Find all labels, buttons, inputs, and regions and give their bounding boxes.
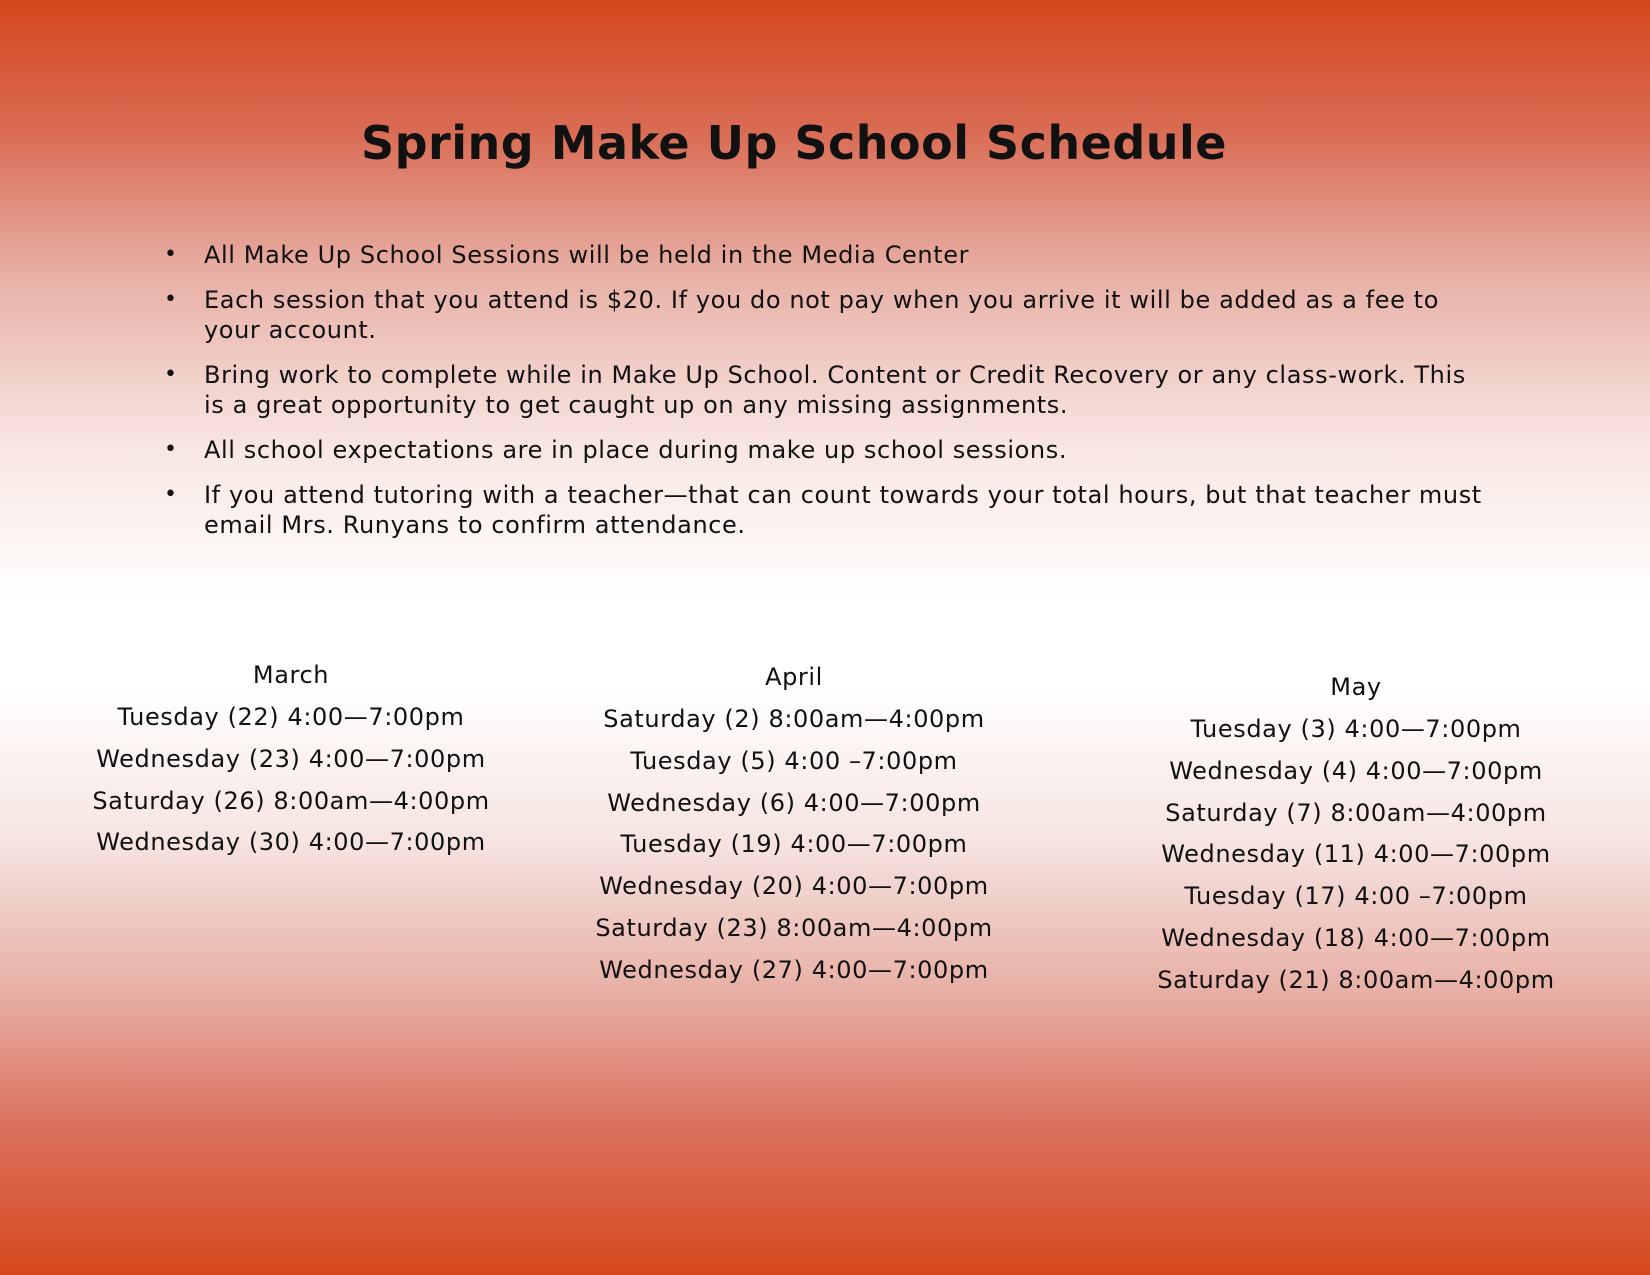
session-entry: Tuesday (22) 4:00—7:00pm bbox=[117, 703, 465, 731]
session-entry: Saturday (26) 8:00am—4:00pm bbox=[92, 786, 490, 815]
session-entry: Wednesday (11) 4:00—7:00pm bbox=[1161, 840, 1551, 869]
session-entry: Wednesday (27) 4:00—7:00pm bbox=[599, 955, 989, 984]
note-text: If you attend tutoring with a teacher—that can count towards your total hours, but that teacher must email Mrs. Runyans to confirm attendance. bbox=[204, 481, 1482, 539]
session-entry: Wednesday (18) 4:00—7:00pm bbox=[1161, 923, 1551, 952]
session-entry: Saturday (23) 8:00am—4:00pm bbox=[595, 913, 993, 942]
month-heading: May bbox=[1330, 673, 1382, 701]
session-entry: Wednesday (20) 4:00—7:00pm bbox=[599, 872, 989, 901]
note-text: Each session that you attend is $20. If you do not pay when you arrive it will be added as a fee to your account. bbox=[204, 286, 1439, 344]
session-entry: Tuesday (19) 4:00—7:00pm bbox=[620, 830, 968, 859]
note-item bbox=[160, 435, 1490, 465]
session-entry: Wednesday (23) 4:00—7:00pm bbox=[96, 744, 486, 773]
month-column-may bbox=[1096, 672, 1616, 1007]
session-entry: Wednesday (6) 4:00—7:00pm bbox=[607, 788, 981, 817]
bullet-icon: • bbox=[164, 287, 178, 312]
session-entry: Wednesday (4) 4:00—7:00pm bbox=[1169, 756, 1543, 785]
note-text: All Make Up School Sessions will be held in the Media Center bbox=[204, 241, 970, 269]
notes-list bbox=[160, 240, 1490, 555]
month-heading: March bbox=[252, 661, 330, 689]
note-text: All school expectations are in place during make up school sessions. bbox=[204, 436, 1068, 464]
session-entry: Saturday (7) 8:00am—4:00pm bbox=[1165, 798, 1547, 827]
note-item bbox=[160, 285, 1490, 345]
month-heading: April bbox=[765, 663, 823, 691]
bullet-icon: • bbox=[164, 242, 178, 267]
bullet-icon: • bbox=[164, 482, 178, 507]
note-text: Bring work to complete while in Make Up School. Content or Credit Recovery or any class-work. This is a great opportunity to get caught up on any missing assignments. bbox=[204, 361, 1466, 419]
bullet-icon: • bbox=[164, 362, 178, 387]
session-entry: Tuesday (17) 4:00 –7:00pm bbox=[1184, 882, 1528, 911]
month-column-march bbox=[31, 660, 551, 869]
session-entry: Wednesday (30) 4:00—7:00pm bbox=[96, 828, 486, 857]
note-item bbox=[160, 480, 1490, 540]
note-item bbox=[160, 240, 1490, 270]
month-column-april bbox=[534, 662, 1054, 997]
session-entry: Tuesday (3) 4:00—7:00pm bbox=[1190, 715, 1522, 743]
session-entry: Tuesday (5) 4:00 –7:00pm bbox=[630, 746, 958, 775]
bullet-icon: • bbox=[164, 437, 178, 462]
note-item bbox=[160, 360, 1490, 420]
session-entry: Saturday (2) 8:00am—4:00pm bbox=[603, 705, 985, 733]
page-title: Spring Make Up School Schedule bbox=[361, 116, 1227, 170]
session-entry: Saturday (21) 8:00am—4:00pm bbox=[1157, 965, 1555, 994]
